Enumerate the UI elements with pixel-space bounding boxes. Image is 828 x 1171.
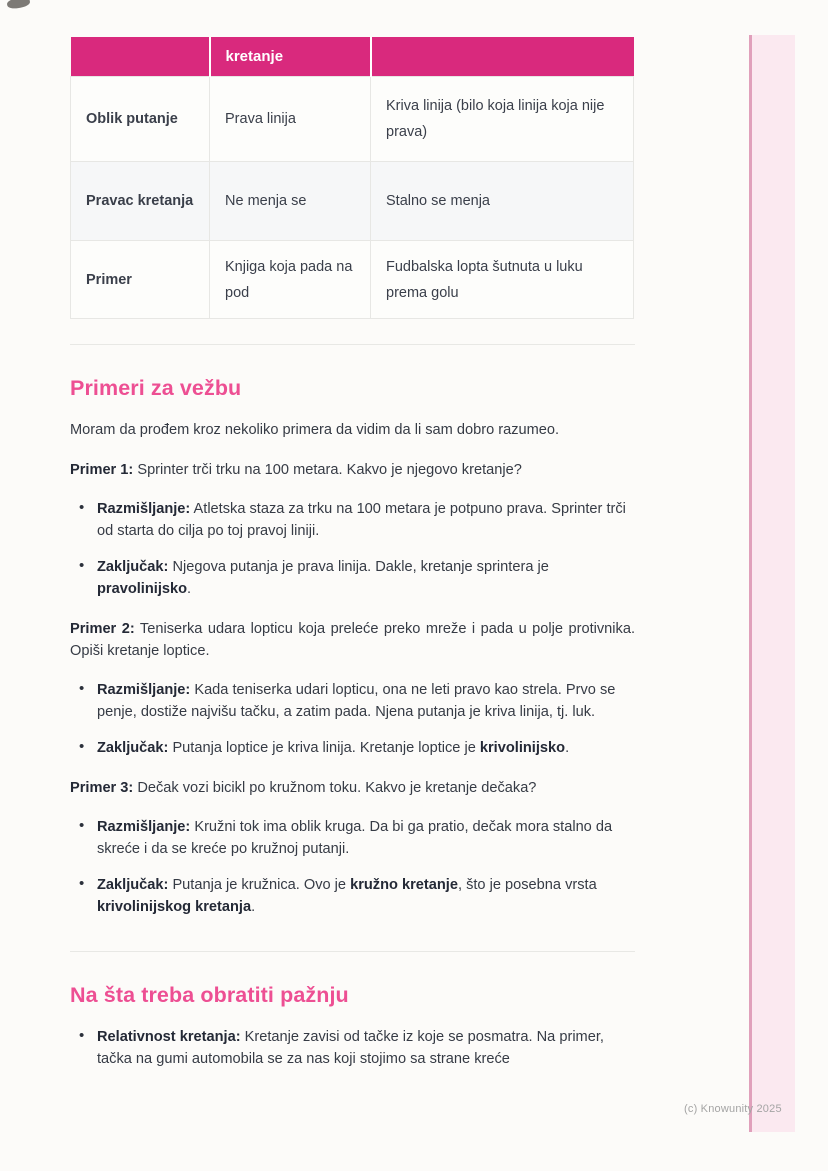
document-content: [70, 0, 635, 1070]
table-header-row: [71, 37, 634, 77]
example3-bullets: [70, 816, 635, 918]
row-value: Knjiga koja pada na pod: [210, 241, 371, 319]
row-label: Primer: [71, 241, 210, 319]
bullet-conclusion: • Zaključak: Putanja je kružnica. Ovo je kružno kretanje, što je posebna vrsta krivolinijskog kretanja.: [70, 874, 635, 918]
table-row: [71, 241, 634, 319]
bullet-thinking: • Razmišljanje: Kružni tok ima oblik kruga. Da bi ga pratio, dečak mora stalno da skreće i da se kreće po kružnoj putanji.: [70, 816, 635, 860]
example3-title: Primer 3: Dečak vozi bicikl po kružnom toku. Kakvo je kretanje dečaka?: [70, 780, 537, 796]
table-row: [71, 77, 634, 162]
bullet-conclusion: • Zaključak: Putanja loptice je kriva linija. Kretanje loptice je krivolinijsko.: [70, 737, 635, 759]
bullet-conclusion: • Zaključak: Njegova putanja je prava linija. Dakle, kretanje sprintera je pravolinijsko.: [70, 556, 635, 600]
bullet-thinking: • Razmišljanje: Atletska staza za trku na 100 metara je potpuno prava. Sprinter trči od starta do cilja po toj pravoj liniji.: [70, 498, 635, 542]
page-edge-pink-bar: [749, 35, 795, 1132]
row-label: Oblik putanje: [71, 77, 210, 162]
comparison-table: [70, 37, 634, 319]
section-heading-primeri: Primeri za vežbu: [70, 376, 242, 400]
bullet-relativnost: • Relativnost kretanja: Kretanje zavisi od tačke iz koje se posmatra. Na primer, tačka na gumi automobila se za nas koji stojimo sa strane kreće: [70, 1026, 635, 1070]
copyright-watermark: (c) Knowunity 2025: [684, 1103, 782, 1115]
example2-bullets: [70, 679, 635, 759]
intro-paragraph: Moram da prođem kroz nekoliko primera da vidim da li sam dobro razumeo.: [70, 422, 560, 438]
row-value: Fudbalska lopta šutnuta u luku prema golu: [371, 241, 634, 319]
example1-title: Primer 1: Sprinter trči trku na 100 metara. Kakvo je njegovo kretanje?: [70, 462, 522, 478]
row-value: Kriva linija (bilo koja linija koja nije prava): [371, 77, 634, 162]
page-corner-mark: [6, 0, 30, 10]
row-value: Stalno se menja: [371, 162, 634, 241]
row-value: Prava linija: [210, 77, 371, 162]
section-heading-paznja: Na šta treba obratiti pažnju: [70, 983, 349, 1007]
section-divider: [70, 951, 635, 952]
bullet-thinking: • Razmišljanje: Kada teniserka udari lopticu, ona ne leti pravo kao strela. Prvo se penje, dostiže najvišu tačku, a zatim pada. Njena putanja je kriva linija, tj. luk.: [70, 679, 635, 723]
row-value: Ne menja se: [210, 162, 371, 241]
table-header-cell-category: [71, 37, 210, 77]
table-header-cell-krivolinijsko: [371, 37, 634, 77]
example1-bullets: [70, 498, 635, 600]
example3-label: Primer 3:: [70, 780, 134, 796]
row-label: Pravac kretanja: [71, 162, 210, 241]
example1-label: Primer 1:: [70, 462, 134, 478]
example2-label: Primer 2:: [70, 621, 135, 637]
section-divider: [70, 344, 635, 345]
table-header-cell-pravolinijsko: kretanje: [210, 37, 371, 77]
example2-title: Primer 2: Teniserka udara lopticu koja preleće preko mreže i pada u polje protivnika. Opiši kretanje loptice.: [70, 621, 635, 659]
attention-bullets: [70, 1026, 635, 1070]
table-row: [71, 162, 634, 241]
